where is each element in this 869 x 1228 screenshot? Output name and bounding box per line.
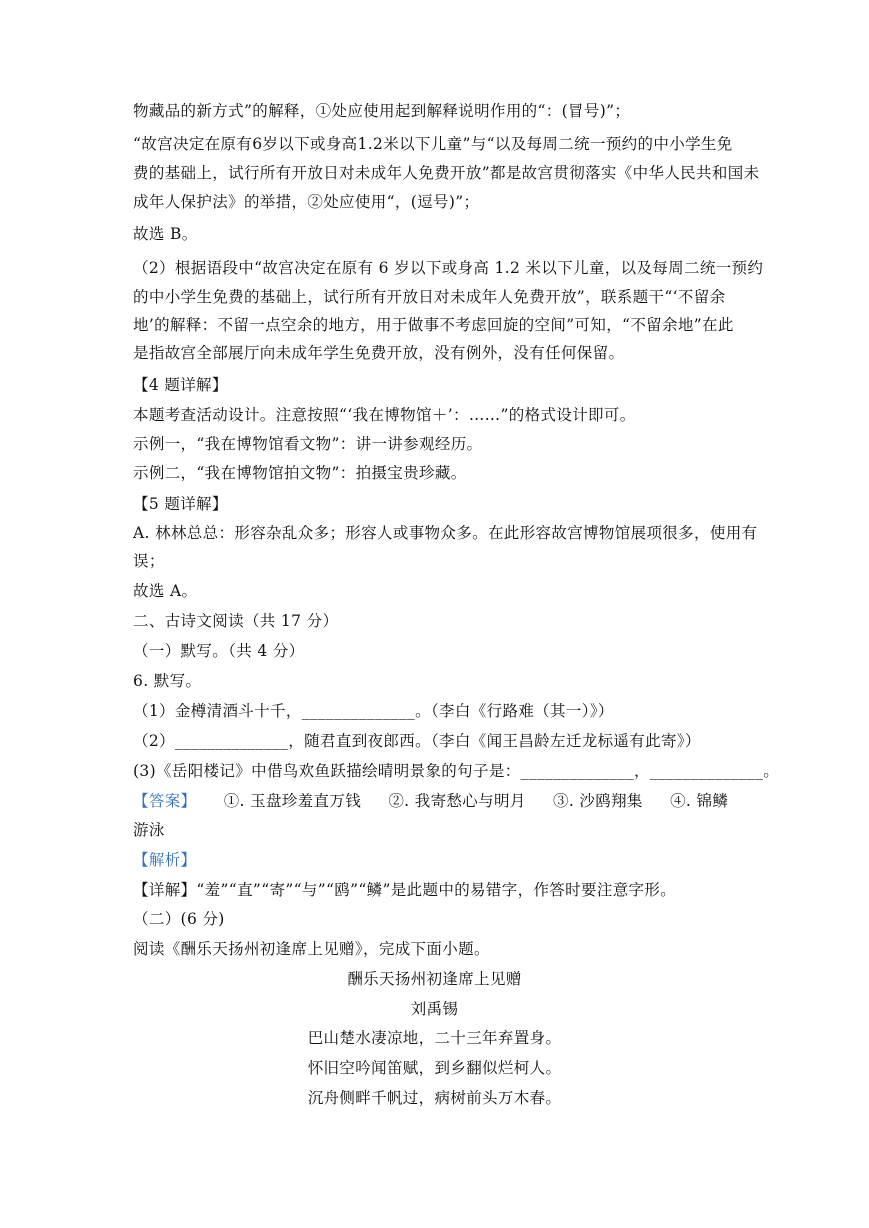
text-line: 故选 A。 — [133, 582, 198, 600]
section-heading: 【5 题详解】 — [133, 495, 228, 513]
text-line: 的中小学生免费的基础上，试行所有开放日对未成年人免费开放”，联系题干“‘不留余 — [133, 288, 726, 306]
question-title: 6. 默写。 — [133, 672, 202, 690]
section-heading: 【4 题详解】 — [133, 376, 228, 394]
text-line: 费的基础上，试行所有开放日对未成年人免费开放”都是故宫贯彻落实《中华人民共和国未 — [133, 164, 760, 182]
text-line: 误； — [133, 552, 165, 570]
text-line: 成年人保护法》的举措，②处应使用“，(逗号)”； — [133, 193, 480, 211]
text-line: 是指故宫全部展厅向未成年学生免费开放，没有例外，没有任何保留。 — [133, 344, 625, 362]
text-line: 示例一，“我在博物馆看文物”：讲一讲参观经历。 — [133, 435, 483, 453]
question-item: (3)《岳阳楼记》中借鸟欢鱼跃描绘晴明景象的句子是：______________，______________。 — [133, 762, 780, 780]
detail-line: 【详解】“羞”“直”“寄”“与”“鸥”“鳞”是此题中的易错字，作答时要注意字形。 — [133, 881, 677, 899]
question-item: （1）金樽清酒斗十千，______________。（李白《行路难（其一）》） — [133, 702, 614, 720]
answer-item: ①. 玉盘珍羞直万钱 — [223, 792, 362, 810]
text-line: 地’的解释：不留一点空余的地方，用于做事不考虑回旋的空间”可知，“不留余地”在此 — [133, 316, 734, 334]
text-line: “故宫决定在原有6岁以下或身高1.2米以下儿童”与“以及每周二统一预约的中小学生免 — [133, 135, 733, 153]
text-line: （一）默写。（共 4 分） — [133, 642, 305, 660]
poem-line: 沉舟侧畔千帆过，病树前头万木春。 — [307, 1089, 562, 1107]
answer-label: 【答案】 — [133, 792, 197, 810]
poem-line: 怀旧空吟闻笛赋，到乡翻似烂柯人。 — [307, 1059, 562, 1077]
text-line: 物藏品的新方式”的解释，①处应使用起到解释说明作用的“：(冒号)”； — [133, 102, 631, 120]
question-item: （2）______________，随君直到夜郎西。（李白《闻王昌龄左迁龙标遥有此寄》） — [133, 732, 701, 750]
answer-row — [133, 790, 728, 812]
answer-wrap: 游泳 — [133, 821, 165, 839]
answer-item: ②. 我寄愁心与明月 — [388, 792, 526, 810]
answer-item: ④. 锦鳞 — [670, 792, 729, 810]
text-line: 示例二，“我在博物馆拍文物”：拍摄宝贵珍藏。 — [133, 464, 467, 482]
text-line: 故选 B。 — [133, 225, 198, 243]
text-line: 本题考查活动设计。注意按照“‘我在博物馆＋’：……”的格式设计即可。 — [133, 406, 636, 424]
reading-prompt: 阅读《酬乐天扬州初逢席上见赠》，完成下面小题。 — [133, 940, 490, 958]
text-line: （2）根据语段中“故宫决定在原有 6 岁以下或身高 1.2 米以下儿童，以及每周二统一预约 — [133, 259, 764, 277]
text-line: A. 林林总总：形容杂乱众多；形容人或事物众多。在此形容故宫博物馆展项很多，使用有 — [133, 524, 758, 542]
answer-item: ③. 沙鸥翔集 — [552, 792, 643, 810]
poem-line: 巴山楚水凄凉地，二十三年弃置身。 — [307, 1029, 562, 1047]
poem-author: 刘禹锡 — [410, 1000, 459, 1018]
section-heading: （二）(6 分) — [133, 910, 225, 928]
poem-title: 酬乐天扬州初逢席上见赠 — [347, 970, 522, 988]
analysis-label: 【解析】 — [133, 851, 197, 869]
section-heading: 二、古诗文阅读（共 17 分） — [133, 612, 339, 630]
